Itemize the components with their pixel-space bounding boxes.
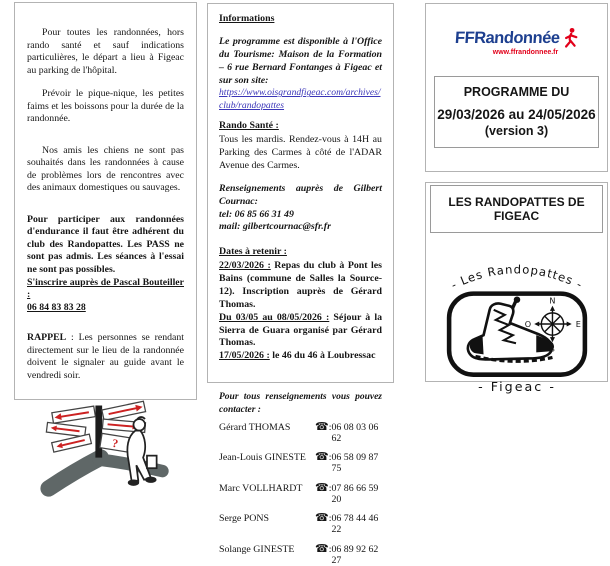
contact-row (219, 481, 382, 505)
middle-panel (207, 3, 394, 566)
informations-title: Informations (219, 13, 275, 24)
paragraph-depart: Pour toutes les randonnées, hors rando santé et sauf indications particulières, le départ a lieu à Figeac au parking de l'hôpital. (27, 27, 184, 76)
contact-phone: 07 86 66 59 20 (331, 482, 379, 505)
paragraph-rappel (27, 332, 184, 382)
rappel-label: RAPPEL (27, 332, 67, 344)
hiking-boot (467, 303, 553, 361)
phone-sep: : (328, 543, 332, 555)
contact-name: Marc VOLLHARDT (219, 482, 303, 494)
compass-n-label: N (548, 295, 555, 306)
contact-row (219, 511, 382, 535)
club-title: LES RANDOPATTES DE FIGEAC (430, 185, 603, 233)
paragraph-pique-nique: Prévoir le pique-nique, les petites faims et les boissons pour la durée de la randonnée. (27, 88, 184, 125)
phone-icon: ☎ (315, 451, 329, 464)
date-value: 17/05/2026 : (219, 350, 270, 362)
renseignements-line3: mail: gilbertcournac@sfr.fr (219, 221, 331, 233)
dates-title: Dates à retenir : (219, 246, 287, 258)
date-value: Du 03/05 au 08/05/2026 : (219, 311, 330, 323)
stamp-top-text: - Les Randopattes - (448, 262, 585, 293)
date-text: Séjour à la Sierra de Guara organisé par Gérard Thomas. (219, 311, 383, 349)
hiker-icon (561, 26, 578, 50)
contact-name: Jean-Louis GINESTE (219, 452, 306, 464)
inscription-phone: 06 84 83 83 28 (27, 301, 86, 313)
compass-s-label: S (549, 344, 555, 354)
right-bottom-panel (425, 182, 608, 394)
contact-name: Serge PONS (219, 513, 270, 525)
question-mark: ? (110, 436, 119, 451)
program-availability-text: Le programme est disponible à l'Office du Tourisme: Maison de la Formation – 6 rue Bernard Fontanges à Figeac et sur son site: (219, 35, 382, 86)
date-item (219, 312, 382, 351)
date-item (219, 260, 382, 312)
rappel-text: : Les personnes se rendant directement sur le lieu de la randonnée doivent le signaler au guide avant le vendredi soir. (27, 332, 184, 381)
rando-sante-text: Tous les mardis. Rendez-vous à 14H au Parking des Carmes à côté de l'ADAR Avenue des Carmes. (219, 134, 382, 171)
randopattes-link[interactable]: https://www.oisgrandfigeac.com/archives/club/randopattes (219, 87, 381, 111)
program-version: (version 3) (484, 124, 549, 138)
phone-icon: ☎ (315, 542, 329, 555)
renseignements-line2: tel: 06 85 66 31 49 (219, 208, 294, 220)
date-text: le 46 du 46 à Loubressac (272, 350, 376, 362)
phone-icon: ☎ (315, 481, 329, 494)
ffrandonnee-logo-text: FFRandonnée (454, 28, 560, 47)
renseignements-line1: Renseignements auprès de Gilbert Cournac: (219, 182, 382, 207)
svg-text:- Les Randopattes - (448, 262, 585, 292)
contact-name: Gérard THOMAS (219, 421, 291, 433)
paragraph-endurance: Pour participer aux randonnées d'endurance il faut être adhérent du club des Randopattes. Les PASS ne sont pas admis. Les séances à l'essai ne sont pas possibles. (27, 213, 184, 275)
ffrandonnee-logo (442, 26, 592, 56)
stamp-bottom-text: - Figeac - (477, 378, 556, 394)
contact-row (219, 450, 382, 474)
contact-name: Solange GINESTE (219, 543, 295, 555)
program-dates: 29/03/2026 au 24/05/2026 (437, 107, 596, 122)
contact-intro: Pour tous renseignements vous pouvez contacter : (219, 392, 382, 415)
contact-phone: 06 89 92 62 27 (331, 543, 379, 566)
ffrandonnee-url: www.ffrandonnee.fr (492, 49, 559, 56)
phone-icon: ☎ (315, 420, 329, 433)
paragraph-chiens: Nos amis les chiens ne sont pas souhaités dans les randonnées à cause de problèmes lors de rencontres avec des animaux domestiques ou sauvages. (27, 144, 184, 194)
club-stamp-logo (441, 247, 593, 399)
compass-o-label: O (524, 319, 531, 330)
phone-sep: : (328, 482, 332, 494)
program-title: PROGRAMME DU (463, 85, 570, 99)
date-item (219, 350, 382, 363)
compass-e-label: E (575, 319, 581, 330)
right-top-panel (425, 3, 608, 172)
phone-sep: : (328, 421, 332, 433)
contact-phone: 06 08 03 06 62 (331, 421, 379, 444)
contact-row (219, 420, 382, 444)
program-box (434, 76, 599, 148)
left-panel (14, 2, 197, 451)
date-text: Repas du club à Pont les Bains (commune de Salles la Source-12). Inscription auprès de Gérard Thomas. (219, 260, 382, 310)
date-value: 22/03/2026 : (219, 260, 271, 272)
crossroads-cartoon (30, 392, 182, 500)
phone-sep: : (328, 513, 332, 525)
phone-sep: : (328, 452, 332, 464)
phone-icon: ☎ (315, 512, 329, 525)
inscription-line: S'inscrire auprès de Pascal Bouteiller : (27, 276, 184, 301)
contact-phone: 06 58 09 87 75 (331, 452, 379, 475)
contact-phone: 06 78 44 46 22 (331, 513, 379, 536)
direction-signs-left (46, 406, 95, 452)
contact-row (219, 542, 382, 566)
rando-sante-title: Rando Santé : (219, 120, 279, 132)
